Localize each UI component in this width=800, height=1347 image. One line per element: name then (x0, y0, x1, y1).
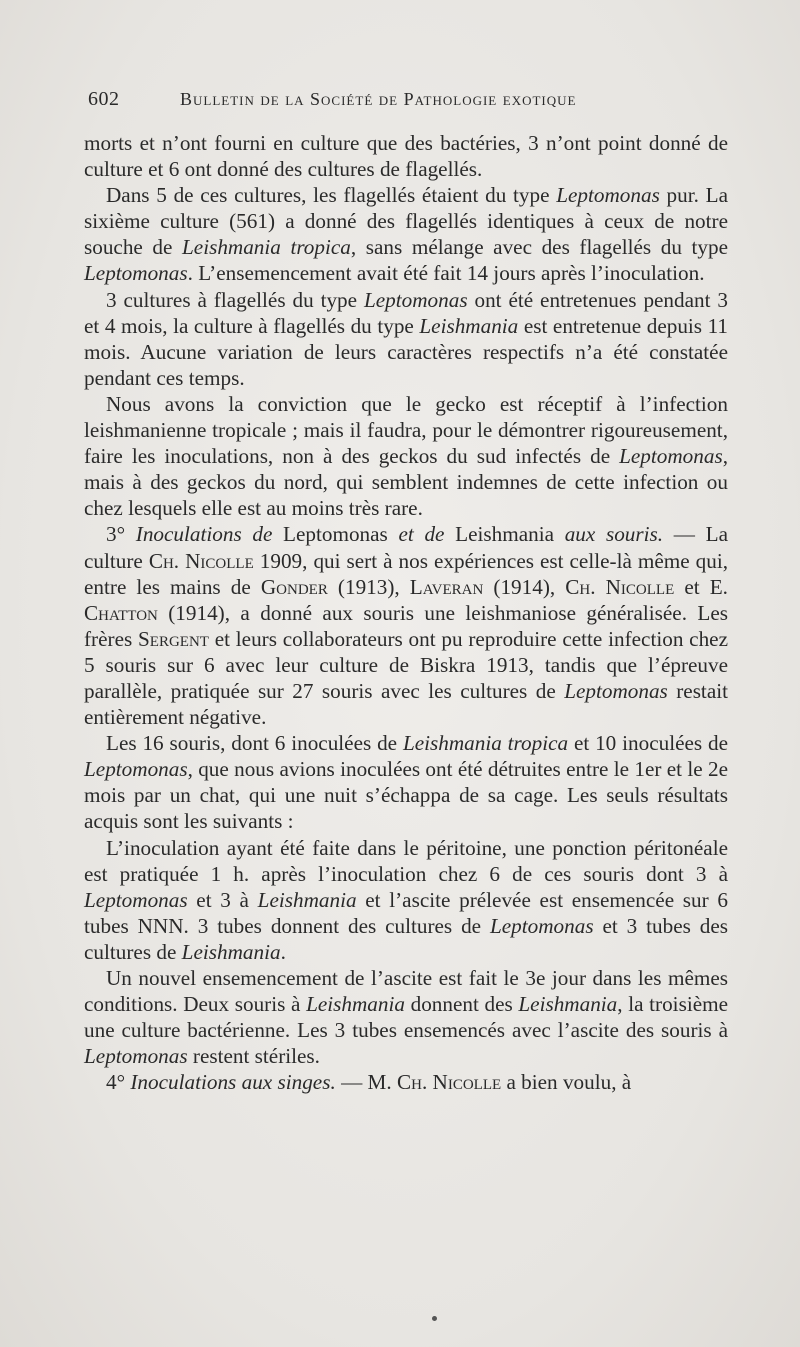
text-run: pur. La sixième culture (561) a donné des flagellés identiques à ceux de notre souche de (84, 183, 728, 260)
page-header (88, 88, 728, 114)
paragraph (84, 965, 728, 1069)
italic-text: Leptomonas (84, 757, 188, 782)
italic-text: Leishmania (257, 887, 357, 912)
italic-text: Leptomonas (619, 444, 723, 469)
text-run: , la troisième une culture bactérienne. Les 3 tubes ensemencés avec l’ascite des souris à (84, 992, 728, 1043)
text-run: Leishmania (444, 522, 565, 547)
text-run: Les 16 souris, dont 6 inoculées de (106, 731, 403, 756)
text-run: 4° (106, 1070, 131, 1095)
text-run: — La culture (84, 522, 728, 573)
author-name: Ch. Nicolle (148, 548, 254, 573)
text-run: et 3 tubes des cultures de (84, 913, 728, 964)
paragraph (84, 1069, 728, 1095)
text-run: 3° (106, 522, 136, 547)
text-run: et E. (674, 574, 728, 599)
italic-text: aux souris. (564, 522, 664, 547)
page-number: 602 (88, 88, 120, 110)
text-run: Nous avons la conviction que le gecko est réceptif à l’infection leishmanienne tropicale ; mais il faudra, pour le démontrer rigoureusement, faire les inoculations, non à des geckos du sud infectés de (84, 391, 728, 469)
italic-text: Leishmania (306, 992, 405, 1017)
italic-text: Leishmania (518, 992, 618, 1017)
text-run: , sans mélange avec des flagellés du type (350, 235, 728, 260)
text-run: ont été entretenues pendant 3 et 4 mois, la culture à flagellés du type (84, 287, 729, 338)
italic-text: Leptomonas (84, 887, 188, 912)
text-run: et 10 inoculées de (568, 731, 728, 756)
text-run: . L’ensemencement avait été fait 14 jours après l’inoculation. (187, 261, 705, 286)
text-run: — M. (335, 1070, 397, 1095)
text-run: , mais à des geckos du nord, qui semblent indemnes de cette infection ou chez lesquels elle est au moins très rare. (84, 444, 728, 521)
italic-text: Leptomonas (556, 183, 660, 208)
italic-text: Leptomonas (489, 913, 594, 938)
italic-text: Leishmania tropica (182, 235, 351, 260)
text-run: est entretenue depuis 11 mois. Aucune variation de leurs caractères respectifs n’a été constatée pendant ces temps. (84, 313, 729, 390)
paragraph (84, 835, 728, 965)
text-run: 3 cultures à flagellés du type (106, 287, 364, 312)
text-run: , que nous avions inoculées ont été détruites entre le 1er et le 2e mois par un chat, qui une nuit s’échappa de sa cage. Les seuls résultats acquis sont les suivants : (84, 757, 728, 834)
italic-text: et de (398, 522, 445, 547)
body-text (84, 130, 728, 1095)
paragraph (84, 130, 728, 182)
ink-dot (432, 1316, 437, 1321)
running-title: Bulletin de la Société de Pathologie exotique (180, 89, 577, 109)
italic-text: Inoculations de (135, 522, 273, 547)
text-run: morts et n’ont fourni en culture que des bactéries, 3 n’ont point donné de culture et 6 ont donné des cultures de flagellés. (84, 131, 728, 182)
author-name: Ch. Nicolle (565, 574, 675, 599)
text-run: 1909, qui sert à nos expériences est celle-là même qui, entre les mains de (84, 548, 729, 599)
italic-text: Leptomonas (363, 287, 468, 312)
paragraph (84, 182, 728, 286)
text-run: Dans 5 de ces cultures, les flagellés étaient du type (106, 183, 557, 208)
author-name: Gonder (260, 574, 328, 599)
paragraph (84, 391, 728, 521)
italic-text: Inoculations aux singes. (130, 1070, 336, 1095)
italic-text: Leptomonas (84, 261, 188, 286)
text-run: donnent des (404, 992, 519, 1017)
text-run: Un nouvel ensemencement de l’ascite est fait le 3e jour dans les mêmes conditions. Deux souris à (84, 966, 728, 1017)
paragraph (84, 521, 728, 730)
author-name: Laveran (409, 574, 484, 599)
text-run: . (280, 939, 286, 964)
paragraph (84, 730, 728, 834)
text-run: L’inoculation ayant été faite dans le péritoine, une ponction péritonéale est pratiquée 1 h. après l’inoculation chez 6 de ces souris dont 3 à (84, 835, 728, 886)
text-run: (1914), a donné aux souris une leishmaniose généralisée. Les frères (84, 600, 728, 651)
author-name: Ch. Nicolle (396, 1070, 502, 1095)
text-run: restait entièrement négative. (84, 678, 728, 730)
paragraph (84, 287, 728, 391)
italic-text: Leishmania (181, 939, 281, 964)
author-name: Chatton (84, 600, 158, 625)
text-run: et leurs collaborateurs ont pu reproduire cette infection chez 5 souris sur 6 avec leur culture de Biskra 1913, tandis que l’épreuve parallèle, pratiquée sur 27 souris avec les cultures de (84, 626, 728, 703)
text-run: a bien voulu, à (501, 1070, 632, 1095)
italic-text: Leptomonas (564, 678, 668, 703)
author-name: Sergent (138, 626, 209, 651)
italic-text: Leishmania (419, 313, 519, 338)
italic-text: Leptomonas (84, 1044, 188, 1069)
text-run: (1913), (327, 574, 410, 599)
text-run: et 3 à (187, 887, 258, 912)
text-run: Leptomonas (272, 522, 399, 547)
italic-text: Leishmania tropica (402, 731, 569, 756)
text-run: et l’ascite prélevée est ensemencée sur 6 tubes NNN. 3 tubes donnent des cultures de (84, 887, 728, 938)
text-run: (1914), (483, 574, 566, 599)
text-run: restent stériles. (187, 1044, 320, 1069)
